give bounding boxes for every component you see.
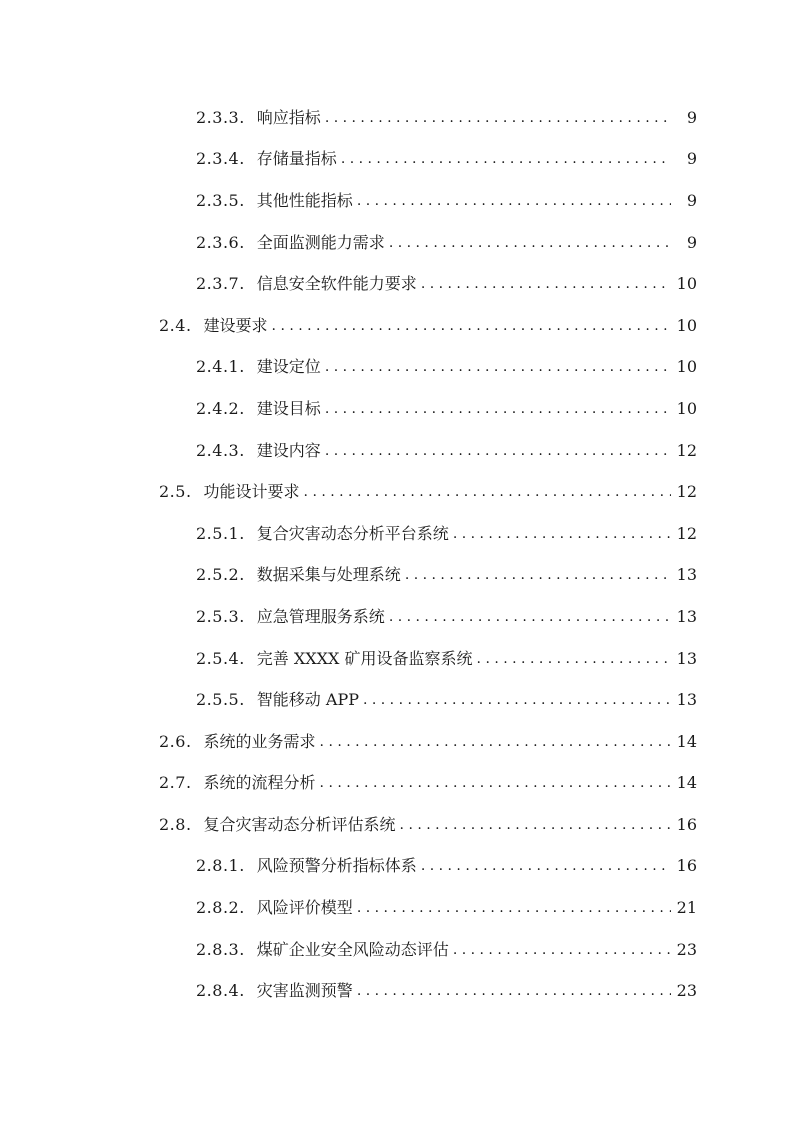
toc-entry-title: 建设目标	[256, 398, 321, 418]
toc-entry[interactable]	[0, 555, 793, 597]
toc-entry-page-number: 13	[676, 648, 697, 668]
toc-entry-title: 存储量指标	[256, 149, 337, 169]
table-of-contents	[0, 97, 793, 1012]
toc-entry[interactable]	[0, 638, 793, 680]
toc-entry-title: 全面监测能力需求	[256, 232, 385, 252]
toc-entry-page-number: 21	[676, 898, 697, 918]
toc-entry-title: 建设定位	[256, 357, 321, 377]
toc-entry-page-number: 9	[686, 232, 697, 252]
toc-entry-number: 2.4.2.	[196, 398, 245, 418]
toc-entry-number: 2.5.5.	[196, 690, 245, 710]
toc-entry-page-number: 12	[676, 523, 697, 543]
toc-entry[interactable]	[0, 679, 793, 721]
toc-entry-page-number: 12	[676, 482, 697, 502]
toc-dot-leader	[363, 690, 671, 710]
toc-entry[interactable]	[0, 471, 793, 513]
toc-entry-page-number: 23	[676, 939, 697, 959]
toc-entry-title: 响应指标	[256, 107, 321, 127]
toc-dot-leader	[389, 233, 671, 253]
toc-dot-leader	[320, 773, 671, 793]
toc-entry-number: 2.5.1.	[196, 523, 245, 543]
toc-entry-number: 2.8.4.	[196, 981, 245, 1001]
toc-entry[interactable]	[0, 347, 793, 389]
toc-entry-number: 2.4.1.	[196, 357, 245, 377]
toc-entry[interactable]	[0, 513, 793, 555]
toc-dot-leader	[405, 565, 671, 585]
toc-dot-leader	[320, 732, 671, 752]
toc-dot-leader	[421, 274, 671, 294]
toc-entry-number: 2.5.	[159, 482, 192, 502]
toc-entry-number: 2.3.7.	[196, 274, 245, 294]
toc-entry-title: 应急管理服务系统	[256, 606, 385, 626]
toc-entry-page-number: 13	[676, 565, 697, 585]
toc-dot-leader	[421, 856, 671, 876]
toc-entry-title: 数据采集与处理系统	[256, 565, 401, 585]
toc-entry-number: 2.4.3.	[196, 440, 245, 460]
toc-entry-title: 建设内容	[256, 440, 321, 460]
toc-entry[interactable]	[0, 846, 793, 888]
toc-entry-title: 系统的流程分析	[203, 773, 316, 793]
toc-entry-number: 2.5.3.	[196, 606, 245, 626]
toc-entry-page-number: 13	[676, 606, 697, 626]
toc-entry-title: 建设要求	[203, 315, 268, 335]
toc-dot-leader	[272, 316, 671, 336]
toc-entry-page-number: 12	[676, 440, 697, 460]
toc-entry-number: 2.8.1.	[196, 856, 245, 876]
toc-entry-page-number: 23	[676, 981, 697, 1001]
toc-entry-title: 风险预警分析指标体系	[256, 856, 417, 876]
toc-entry-title: 其他性能指标	[256, 190, 353, 210]
toc-entry-number: 2.8.	[159, 814, 192, 834]
toc-dot-leader	[325, 399, 671, 419]
toc-entry-title: 灾害监测预警	[256, 981, 353, 1001]
toc-entry-number: 2.8.2.	[196, 898, 245, 918]
toc-entry[interactable]	[0, 763, 793, 805]
toc-entry-page-number: 10	[676, 315, 697, 335]
toc-entry-page-number: 9	[686, 190, 697, 210]
toc-dot-leader	[400, 815, 671, 835]
toc-entry-number: 2.3.6.	[196, 232, 245, 252]
toc-entry[interactable]	[0, 970, 793, 1012]
toc-dot-leader	[357, 981, 671, 1001]
toc-dot-leader	[341, 149, 671, 169]
toc-entry[interactable]	[0, 804, 793, 846]
toc-entry-page-number: 9	[686, 107, 697, 127]
toc-entry-number: 2.7.	[159, 773, 192, 793]
toc-entry-page-number: 16	[676, 814, 697, 834]
toc-entry-number: 2.3.3.	[196, 107, 245, 127]
toc-entry-title: 智能移动 APP	[256, 690, 359, 710]
toc-entry[interactable]	[0, 388, 793, 430]
toc-dot-leader	[357, 191, 671, 211]
toc-dot-leader	[325, 108, 671, 128]
toc-entry-title: 完善 XXXX 矿用设备监察系统	[256, 648, 473, 668]
toc-entry[interactable]	[0, 263, 793, 305]
toc-dot-leader	[389, 607, 671, 627]
toc-entry-title: 复合灾害动态分析评估系统	[203, 814, 396, 834]
toc-entry-title: 功能设计要求	[203, 482, 300, 502]
toc-entry-number: 2.3.5.	[196, 190, 245, 210]
toc-entry-number: 2.6.	[159, 731, 192, 751]
toc-dot-leader	[453, 940, 671, 960]
toc-entry-title: 煤矿企业安全风险动态评估	[256, 939, 449, 959]
toc-entry-title: 系统的业务需求	[203, 731, 316, 751]
toc-entry[interactable]	[0, 180, 793, 222]
toc-dot-leader	[304, 482, 671, 502]
toc-entry-page-number: 13	[676, 690, 697, 710]
toc-dot-leader	[357, 898, 671, 918]
toc-dot-leader	[453, 524, 671, 544]
toc-entry-page-number: 14	[676, 773, 697, 793]
toc-entry[interactable]	[0, 139, 793, 181]
toc-entry-title: 风险评价模型	[256, 898, 353, 918]
toc-entry-number: 2.8.3.	[196, 939, 245, 959]
toc-entry[interactable]	[0, 305, 793, 347]
toc-entry-page-number: 14	[676, 731, 697, 751]
toc-entry[interactable]	[0, 929, 793, 971]
toc-dot-leader	[477, 649, 671, 669]
toc-entry[interactable]	[0, 887, 793, 929]
toc-dot-leader	[325, 357, 671, 377]
toc-entry-page-number: 10	[676, 357, 697, 377]
toc-entry-title: 信息安全软件能力要求	[256, 274, 417, 294]
toc-entry-number: 2.3.4.	[196, 149, 245, 169]
toc-entry-number: 2.4.	[159, 315, 192, 335]
toc-entry-page-number: 16	[676, 856, 697, 876]
toc-entry[interactable]	[0, 97, 793, 139]
toc-entry-page-number: 9	[686, 149, 697, 169]
toc-entry[interactable]	[0, 721, 793, 763]
toc-entry-number: 2.5.4.	[196, 648, 245, 668]
toc-dot-leader	[325, 441, 671, 461]
toc-entry-page-number: 10	[676, 274, 697, 294]
toc-entry[interactable]	[0, 430, 793, 472]
toc-entry[interactable]	[0, 222, 793, 264]
toc-entry[interactable]	[0, 596, 793, 638]
toc-entry-number: 2.5.2.	[196, 565, 245, 585]
toc-entry-page-number: 10	[676, 398, 697, 418]
toc-entry-title: 复合灾害动态分析平台系统	[256, 523, 449, 543]
